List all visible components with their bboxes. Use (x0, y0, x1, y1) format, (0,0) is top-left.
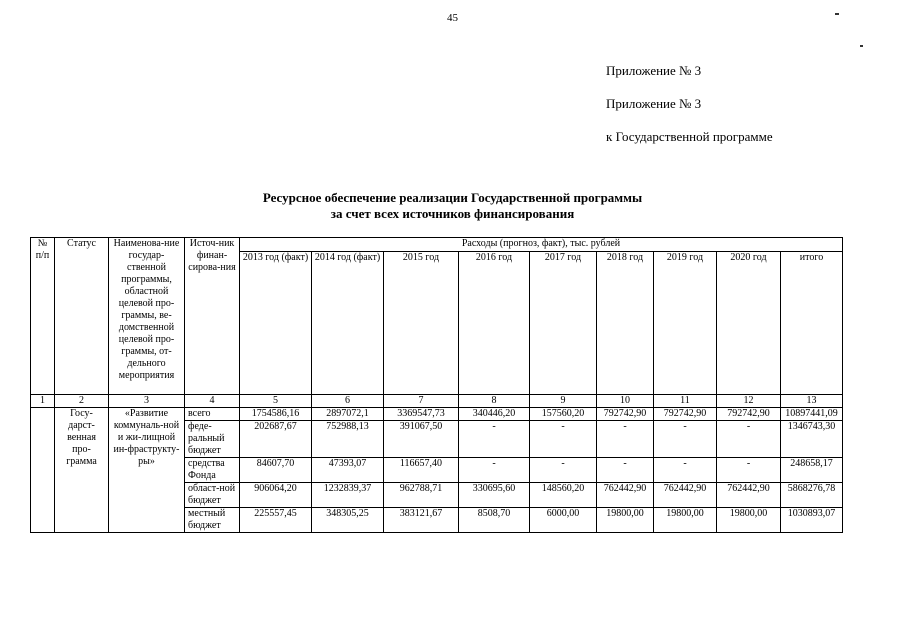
header-name: Наименова-ние государ-ственной программы, областной целевой про-граммы, ве-домственной целевой про-граммы, от-дельного мероприятия (109, 238, 185, 395)
value-cell: 84607,70 (240, 458, 312, 483)
value-cell: 3369547,73 (384, 408, 459, 421)
title-line-1: Ресурсное обеспечение реализации Государственной программы (262, 190, 643, 205)
source-cell: област-ной бюджет (185, 483, 240, 508)
header-no: № п/п (31, 238, 55, 395)
total-cell: 1346743,30 (781, 421, 843, 458)
header-year: 2018 год (597, 252, 654, 395)
value-cell: 906064,20 (240, 483, 312, 508)
row-number-cell (31, 408, 55, 533)
value-cell: - (530, 421, 597, 458)
header-year: 2015 год (384, 252, 459, 395)
total-cell: 10897441,09 (781, 408, 843, 421)
value-cell: 19800,00 (717, 508, 781, 533)
value-cell: 962788,71 (384, 483, 459, 508)
value-cell: 47393,07 (312, 458, 384, 483)
value-cell: - (717, 458, 781, 483)
header-year: 2020 год (717, 252, 781, 395)
value-cell: 1754586,16 (240, 408, 312, 421)
header-row (31, 238, 843, 252)
value-cell: 19800,00 (597, 508, 654, 533)
value-cell: 116657,40 (384, 458, 459, 483)
value-cell: 752988,13 (312, 421, 384, 458)
header-year: 2017 год (530, 252, 597, 395)
column-number: 3 (109, 395, 185, 408)
value-cell: - (597, 421, 654, 458)
value-cell: 1232839,37 (312, 483, 384, 508)
value-cell: - (459, 421, 530, 458)
value-cell: - (459, 458, 530, 483)
title-line-2: за счет всех источников финансирования (330, 206, 575, 221)
column-number: 4 (185, 395, 240, 408)
value-cell: 391067,50 (384, 421, 459, 458)
header-total: итого (781, 252, 843, 395)
header-year: 2013 год (факт) (240, 252, 312, 395)
value-cell: 2897072,1 (312, 408, 384, 421)
appendix-line-3: к Государственной программе (606, 129, 773, 144)
value-cell: 792742,90 (717, 408, 781, 421)
value-cell: 6000,00 (530, 508, 597, 533)
value-cell: 157560,20 (530, 408, 597, 421)
total-cell: 1030893,07 (781, 508, 843, 533)
scan-speck (860, 45, 863, 47)
value-cell: 202687,67 (240, 421, 312, 458)
value-cell: 225557,45 (240, 508, 312, 533)
value-cell: - (654, 421, 717, 458)
value-cell: 792742,90 (654, 408, 717, 421)
header-year: 2016 год (459, 252, 530, 395)
header-year: 2019 год (654, 252, 717, 395)
column-number: 2 (55, 395, 109, 408)
value-cell: 762442,90 (717, 483, 781, 508)
column-number: 6 (312, 395, 384, 408)
source-cell: местный бюджет (185, 508, 240, 533)
value-cell: 762442,90 (654, 483, 717, 508)
column-number: 8 (459, 395, 530, 408)
table-row (31, 408, 843, 421)
value-cell: 330695,60 (459, 483, 530, 508)
source-cell: феде-ральный бюджет (185, 421, 240, 458)
header-status: Статус (55, 238, 109, 395)
page-number: 45 (447, 12, 458, 24)
status-cell: Госу-дарст-венная про-грамма (55, 408, 109, 533)
scan-speck (835, 13, 839, 15)
column-number: 7 (384, 395, 459, 408)
column-number: 12 (717, 395, 781, 408)
header-expenses: Расходы (прогноз, факт), тыс. рублей (240, 238, 843, 252)
source-cell: всего (185, 408, 240, 421)
source-cell: средства Фонда (185, 458, 240, 483)
program-name-cell: «Развитие коммуналь-ной и жи-лищной ин-фраструкту-ры» (109, 408, 185, 533)
column-number: 5 (240, 395, 312, 408)
value-cell: 792742,90 (597, 408, 654, 421)
column-number: 9 (530, 395, 597, 408)
value-cell: 762442,90 (597, 483, 654, 508)
appendix-line-2: Приложение № 3 (606, 96, 702, 111)
header-year: 2014 год (факт) (312, 252, 384, 395)
column-number: 1 (31, 395, 55, 408)
column-number: 13 (781, 395, 843, 408)
column-number: 10 (597, 395, 654, 408)
value-cell: 19800,00 (654, 508, 717, 533)
value-cell: - (530, 458, 597, 483)
value-cell: 8508,70 (459, 508, 530, 533)
value-cell: - (717, 421, 781, 458)
value-cell: 340446,20 (459, 408, 530, 421)
value-cell: - (597, 458, 654, 483)
value-cell: 148560,20 (530, 483, 597, 508)
document-title (0, 190, 905, 222)
column-number: 11 (654, 395, 717, 408)
appendix-line-1: Приложение № 3 (606, 63, 702, 78)
value-cell: 348305,25 (312, 508, 384, 533)
column-number-row (31, 395, 843, 408)
value-cell: 383121,67 (384, 508, 459, 533)
total-cell: 248658,17 (781, 458, 843, 483)
header-source: Источ-ник финан-сирова-ния (185, 238, 240, 395)
resource-table (30, 237, 843, 533)
value-cell: - (654, 458, 717, 483)
total-cell: 5868276,78 (781, 483, 843, 508)
